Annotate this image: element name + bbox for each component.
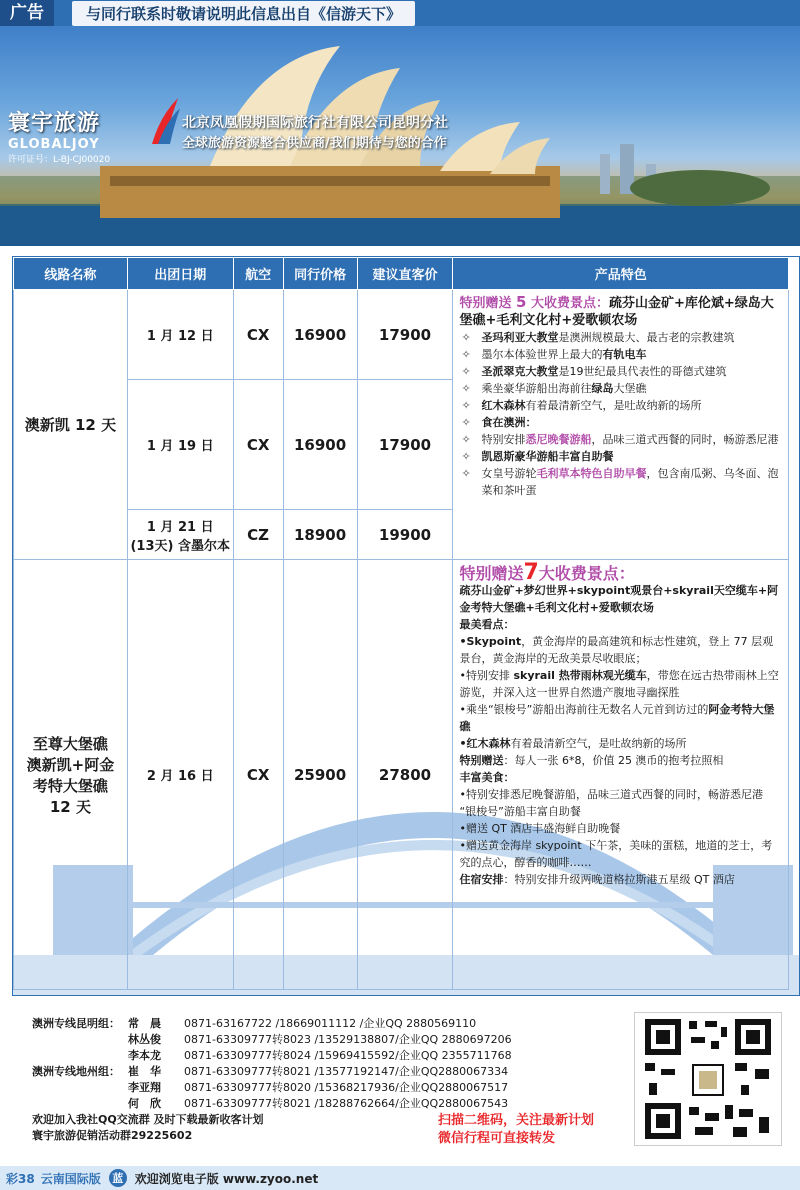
feature-item: •Skypoint，黄金海岸的最高建筑和标志性建筑，登上 77 层观景台，黄金海岸的无敌美景尽收眼底； [459, 635, 774, 665]
contact-number: 0871-63167722 /18669011112 /企业QQ 2880569110 [184, 1017, 477, 1030]
contact-name: 何 欣 [128, 1097, 161, 1110]
col-airline: 航空 [233, 258, 283, 290]
contact-name: 崔 华 [128, 1065, 161, 1078]
feature-item: 住宿安排：特别安排升级两晚道格拉斯港五星级 QT 酒店 [459, 873, 735, 886]
table-row [14, 290, 789, 380]
ad-tag: 广告 [0, 0, 54, 26]
qr-note [438, 1112, 594, 1148]
col-retail-price: 建议直客价 [357, 258, 453, 290]
feature-item: ✧ 红木森林有着最清新空气，是吐故纳新的场所 [461, 399, 702, 412]
gift-heading: 特别赠送 5 大收费景点：疏芬山金矿+库伦斌+绿岛大堡礁+毛利文化村+爱歌顿农场 [459, 293, 774, 328]
depart-date-line2: (13天) 含墨尔本 [130, 538, 230, 554]
feature-item: 特别赠送：每人一张 6*8，价值 25 澳币的抱考拉照相 [459, 754, 724, 767]
contact-number: 0871-63309777转8024 /15969415592/企业QQ 2355711768 [184, 1049, 512, 1062]
agency-slogan: 全球旅游资源整合供应商/我们期待与您的合作 [182, 136, 447, 151]
airline: CX [233, 560, 283, 990]
contact-row [32, 1048, 592, 1064]
qq-group-invite: 欢迎加入我社QQ交流群 及时下载最新收客计划 [32, 1113, 264, 1126]
contact-name: 李本龙 [128, 1049, 161, 1062]
gift-heading: 特别赠送7大收费景点： [459, 560, 635, 585]
route-name-line: 12 天 [49, 797, 91, 816]
retail-price: 27800 [357, 560, 453, 990]
bullet-icon: ✧ [461, 416, 471, 429]
contact-number: 0871-63309777转8023 /13529138807/企业QQ 2880697206 [184, 1033, 512, 1046]
contact-number: 0871-63309777转8020 /15368217936/企业QQ2880067517 [184, 1081, 509, 1094]
airline: CX [233, 380, 283, 510]
feature-item: •红木森林有着最清新空气，是吐故纳新的场所 [459, 737, 687, 750]
retail-price: 17900 [357, 380, 453, 510]
route-name-line: 考特大堡礁 [32, 776, 108, 795]
bullet-icon: ✧ [461, 365, 471, 378]
page-number: 彩38 [6, 1171, 35, 1186]
bullet-icon: ✧ [461, 467, 471, 480]
source-notice: 与同行联系时敬请说明此信息出自《信游天下》 [72, 1, 415, 26]
col-route-name: 线路名称 [14, 258, 128, 290]
col-features: 产品特色 [453, 258, 789, 290]
footer [0, 1166, 800, 1190]
brand-logo [8, 106, 110, 165]
col-peer-price: 同行价格 [283, 258, 357, 290]
depart-date: 2 月 16 日 [127, 560, 233, 990]
contact-number: 0871-63309777转8021 /13577192147/企业QQ2880067334 [184, 1065, 509, 1078]
retail-price: 19900 [357, 510, 453, 560]
feature-item: ✧ 乘坐豪华游船出海前往绿岛大堡礁 [461, 382, 647, 395]
route-panel [12, 256, 800, 996]
feature-item: ✧ 食在澳洲： [461, 416, 537, 429]
airline: CX [233, 290, 283, 380]
bullet-icon: ✧ [461, 399, 471, 412]
route-name-line: 澳新凯+阿金 [26, 755, 115, 774]
contact-row [32, 1064, 592, 1080]
contact-row [32, 1032, 592, 1048]
license-number: 许可证号：L-BJ-CJ00020 [8, 155, 111, 165]
feature-item: •特别安排 skyrail 热带雨林观光缆车，带您在远古热带雨林上空游览，并深入这一世界自然遗产腹地寻幽探胜 [459, 669, 779, 699]
agency-name: 北京凤凰假期国际旅行社有限公司昆明分社 [182, 115, 448, 131]
qr-code-icon [635, 1013, 781, 1145]
feature-item: ✧ 女皇号游轮毛利草本特色自助早餐，包含南瓜粥、乌冬面、泡菜和茶叶蛋 [461, 467, 779, 497]
feature-item: •乘坐“银梭号”游船出海前往无数名人元首到访过的阿金考特大堡礁 [459, 703, 775, 733]
brand-name-en: GLOBALJOY [8, 137, 100, 152]
peer-price: 16900 [283, 380, 357, 510]
feature-item: ✧ 圣玛利亚大教堂是澳洲规模最大、最古老的宗教建筑 [461, 331, 735, 344]
bullet-icon: ✧ [461, 348, 471, 361]
feature-item: •赠送黄金海岸 skypoint 下午茶，美味的蛋糕，地道的芝士，考究的点心，醇香的咖啡…… [459, 839, 773, 869]
depart-date: 1 月 19 日 [127, 380, 233, 510]
food-title: 丰富美食： [459, 771, 515, 784]
retail-price: 17900 [357, 290, 453, 380]
qr-note-line2: 微信行程可直接转发 [438, 1131, 556, 1146]
depart-date: 1 月 12 日 [127, 290, 233, 380]
route-1-features [453, 290, 789, 560]
contact-row [32, 1016, 592, 1032]
contact-row [32, 1096, 592, 1112]
contact-group: 澳洲专线昆明组： [32, 1017, 120, 1030]
feature-item: •赠送 QT 酒店丰盛海鲜自助晚餐 [459, 822, 621, 835]
contact-name: 常 晨 [128, 1017, 161, 1030]
peer-price: 18900 [283, 510, 357, 560]
feature-item: “银梭号”游船丰富自助餐 [459, 805, 581, 818]
edition-badge: 蓝 [109, 1169, 127, 1187]
depart-date-line1: 1 月 21 日 [146, 519, 214, 535]
contact-row [32, 1080, 592, 1096]
qr-code[interactable] [634, 1012, 782, 1146]
route-name-2 [14, 560, 128, 990]
bullet-icon: ✧ [461, 433, 471, 446]
bullet-icon: ✧ [461, 382, 471, 395]
edition-name: 云南国际版 [40, 1171, 101, 1186]
bullet-icon: ✧ [461, 450, 471, 463]
gift-list: 疏芬山金矿+梦幻世界+skypoint观景台+skyrail天空缆车+阿金考特大堡礁+毛利文化村+爱歌顿农场 [459, 584, 779, 614]
top-bar [0, 0, 800, 26]
best-title: 最美看点： [459, 618, 515, 631]
bullet-icon: ✧ [461, 331, 471, 344]
contact-number: 0871-63309777转8021 /18288762664/企业QQ2880067543 [184, 1097, 509, 1110]
table-row [14, 560, 789, 990]
table-header-row [14, 258, 789, 290]
feature-item: ✧ 凯恩斯豪华游船丰富自助餐 [461, 450, 614, 463]
wing-logo-icon [150, 96, 180, 146]
depart-date [127, 510, 233, 560]
route-name-1: 澳新凯 12 天 [14, 290, 128, 560]
contact-name: 林丛俊 [128, 1033, 161, 1046]
contact-name: 李亚翔 [128, 1081, 161, 1094]
banner [0, 26, 800, 246]
feature-item: ✧ 墨尔本体验世界上最大的有轨电车 [461, 348, 647, 361]
col-depart-date: 出团日期 [127, 258, 233, 290]
peer-price: 25900 [283, 560, 357, 990]
feature-item: ✧ 圣派翠克大教堂是19世纪最具代表性的哥德式建筑 [461, 365, 727, 378]
routes-table [13, 257, 789, 990]
qr-note-line1: 扫描二维码，关注最新计划 [438, 1113, 595, 1128]
airline: CZ [233, 510, 283, 560]
promo-group: 寰宇旅游促销活动群29225602 [32, 1129, 193, 1142]
brand-name-cn: 寰宇旅游 [8, 111, 101, 136]
route-2-features [453, 560, 789, 990]
feature-item: •特别安排悉尼晚餐游船，品味三道式西餐的同时，畅游悉尼港 [459, 788, 763, 801]
feature-item: ✧ 特别安排悉尼晚餐游船，品味三道式西餐的同时，畅游悉尼港 [461, 433, 779, 446]
route-name-line: 至尊大堡礁 [32, 734, 108, 753]
contact-group: 澳洲专线地州组： [32, 1065, 120, 1078]
website-link[interactable]: 欢迎浏览电子版 www.zyoo.net [134, 1171, 319, 1186]
peer-price: 16900 [283, 290, 357, 380]
